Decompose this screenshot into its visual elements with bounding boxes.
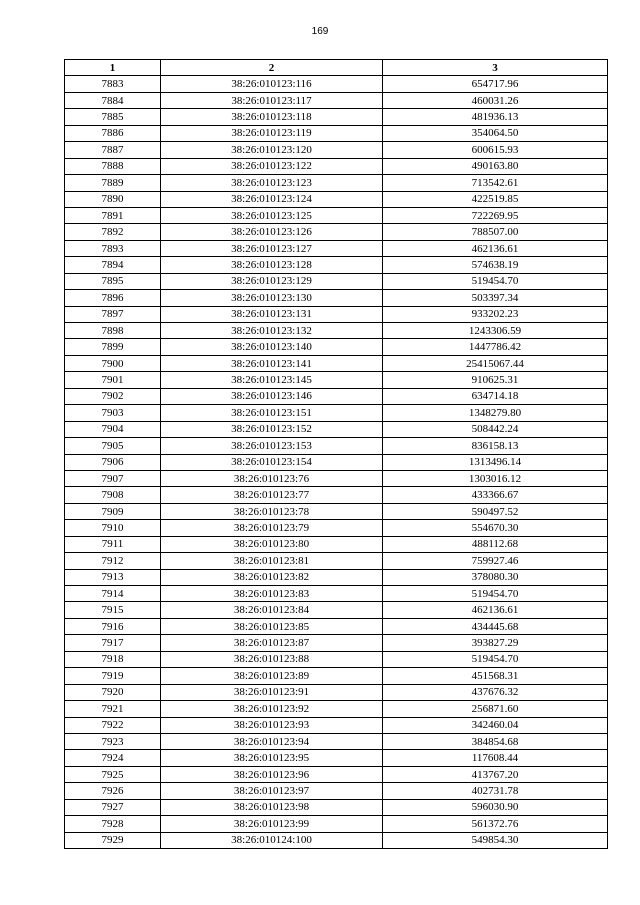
row-number-cell: 7928 xyxy=(65,816,161,832)
table-row xyxy=(65,240,608,256)
cadastral-number-cell: 38:26:010123:122 xyxy=(161,158,383,174)
registry-table xyxy=(64,59,608,849)
value-cell: 490163.80 xyxy=(383,158,608,174)
cadastral-number-cell: 38:26:010123:145 xyxy=(161,372,383,388)
cadastral-number-cell: 38:26:010123:81 xyxy=(161,553,383,569)
cadastral-number-cell: 38:26:010123:93 xyxy=(161,717,383,733)
row-number-cell: 7914 xyxy=(65,586,161,602)
cadastral-number-cell: 38:26:010123:116 xyxy=(161,76,383,92)
row-number-cell: 7908 xyxy=(65,487,161,503)
value-cell: 654717.96 xyxy=(383,76,608,92)
cadastral-number-cell: 38:26:010123:146 xyxy=(161,388,383,404)
row-number-cell: 7884 xyxy=(65,92,161,108)
cadastral-number-cell: 38:26:010123:99 xyxy=(161,816,383,832)
row-number-cell: 7924 xyxy=(65,750,161,766)
cadastral-number-cell: 38:26:010123:77 xyxy=(161,487,383,503)
table-row xyxy=(65,224,608,240)
value-cell: 413767.20 xyxy=(383,766,608,782)
table-row xyxy=(65,684,608,700)
row-number-cell: 7929 xyxy=(65,832,161,848)
table-row xyxy=(65,701,608,717)
row-number-cell: 7904 xyxy=(65,421,161,437)
row-number-cell: 7923 xyxy=(65,733,161,749)
value-cell: 596030.90 xyxy=(383,799,608,815)
cadastral-number-cell: 38:26:010123:141 xyxy=(161,355,383,371)
value-cell: 402731.78 xyxy=(383,783,608,799)
table-row xyxy=(65,142,608,158)
cadastral-number-cell: 38:26:010123:76 xyxy=(161,470,383,486)
value-cell: 519454.70 xyxy=(383,273,608,289)
table-row xyxy=(65,816,608,832)
value-cell: 1243306.59 xyxy=(383,323,608,339)
row-number-cell: 7905 xyxy=(65,438,161,454)
row-number-cell: 7912 xyxy=(65,553,161,569)
value-cell: 836158.13 xyxy=(383,438,608,454)
cadastral-number-cell: 38:26:010123:132 xyxy=(161,323,383,339)
table-row xyxy=(65,553,608,569)
value-cell: 354064.50 xyxy=(383,125,608,141)
cadastral-number-cell: 38:26:010123:88 xyxy=(161,651,383,667)
cadastral-number-cell: 38:26:010123:124 xyxy=(161,191,383,207)
cadastral-number-cell: 38:26:010123:123 xyxy=(161,175,383,191)
value-cell: 503397.34 xyxy=(383,290,608,306)
table-row xyxy=(65,372,608,388)
row-number-cell: 7888 xyxy=(65,158,161,174)
value-cell: 422519.85 xyxy=(383,191,608,207)
row-number-cell: 7890 xyxy=(65,191,161,207)
table-row xyxy=(65,668,608,684)
value-cell: 549854.30 xyxy=(383,832,608,848)
table-row xyxy=(65,520,608,536)
table-row xyxy=(65,273,608,289)
value-cell: 519454.70 xyxy=(383,586,608,602)
table-row xyxy=(65,487,608,503)
row-number-cell: 7909 xyxy=(65,503,161,519)
table-row xyxy=(65,536,608,552)
table-row xyxy=(65,832,608,848)
row-number-cell: 7920 xyxy=(65,684,161,700)
table-row xyxy=(65,586,608,602)
cadastral-number-cell: 38:26:010123:92 xyxy=(161,701,383,717)
row-number-cell: 7903 xyxy=(65,405,161,421)
cadastral-number-cell: 38:26:010123:97 xyxy=(161,783,383,799)
cadastral-number-cell: 38:26:010123:154 xyxy=(161,454,383,470)
cadastral-number-cell: 38:26:010123:130 xyxy=(161,290,383,306)
value-cell: 759927.46 xyxy=(383,553,608,569)
table-row xyxy=(65,158,608,174)
cadastral-number-cell: 38:26:010123:140 xyxy=(161,339,383,355)
cadastral-number-cell: 38:26:010123:95 xyxy=(161,750,383,766)
cadastral-number-cell: 38:26:010123:94 xyxy=(161,733,383,749)
row-number-cell: 7910 xyxy=(65,520,161,536)
table-row xyxy=(65,355,608,371)
cadastral-number-cell: 38:26:010123:153 xyxy=(161,438,383,454)
cadastral-number-cell: 38:26:010123:128 xyxy=(161,257,383,273)
table-row xyxy=(65,388,608,404)
row-number-cell: 7916 xyxy=(65,618,161,634)
row-number-cell: 7899 xyxy=(65,339,161,355)
cadastral-number-cell: 38:26:010123:87 xyxy=(161,635,383,651)
table-row xyxy=(65,602,608,618)
value-cell: 910625.31 xyxy=(383,372,608,388)
cadastral-number-cell: 38:26:010123:126 xyxy=(161,224,383,240)
table-row xyxy=(65,618,608,634)
row-number-cell: 7927 xyxy=(65,799,161,815)
table-row xyxy=(65,766,608,782)
value-cell: 1447786.42 xyxy=(383,339,608,355)
table-row xyxy=(65,750,608,766)
row-number-cell: 7902 xyxy=(65,388,161,404)
table-row xyxy=(65,799,608,815)
table-row xyxy=(65,635,608,651)
page-number: 169 xyxy=(311,26,329,37)
row-number-cell: 7885 xyxy=(65,109,161,125)
table-body xyxy=(65,76,608,849)
cadastral-number-cell: 38:26:010123:98 xyxy=(161,799,383,815)
value-cell: 574638.19 xyxy=(383,257,608,273)
row-number-cell: 7898 xyxy=(65,323,161,339)
table-row xyxy=(65,323,608,339)
table-row xyxy=(65,207,608,223)
table-row xyxy=(65,438,608,454)
value-cell: 433366.67 xyxy=(383,487,608,503)
row-number-cell: 7886 xyxy=(65,125,161,141)
value-cell: 1303016.12 xyxy=(383,470,608,486)
table-row xyxy=(65,783,608,799)
row-number-cell: 7892 xyxy=(65,224,161,240)
table-row xyxy=(65,92,608,108)
table-row xyxy=(65,717,608,733)
value-cell: 1313496.14 xyxy=(383,454,608,470)
cadastral-number-cell: 38:26:010123:119 xyxy=(161,125,383,141)
cadastral-number-cell: 38:26:010123:117 xyxy=(161,92,383,108)
table-row xyxy=(65,175,608,191)
value-cell: 451568.31 xyxy=(383,668,608,684)
value-cell: 788507.00 xyxy=(383,224,608,240)
row-number-cell: 7893 xyxy=(65,240,161,256)
value-cell: 393827.29 xyxy=(383,635,608,651)
value-cell: 634714.18 xyxy=(383,388,608,404)
row-number-cell: 7891 xyxy=(65,207,161,223)
table-row xyxy=(65,569,608,585)
cadastral-number-cell: 38:26:010123:118 xyxy=(161,109,383,125)
header-row xyxy=(65,60,608,76)
row-number-cell: 7918 xyxy=(65,651,161,667)
cadastral-number-cell: 38:26:010123:82 xyxy=(161,569,383,585)
row-number-cell: 7925 xyxy=(65,766,161,782)
cadastral-number-cell: 38:26:010123:125 xyxy=(161,207,383,223)
cadastral-number-cell: 38:26:010123:89 xyxy=(161,668,383,684)
row-number-cell: 7897 xyxy=(65,306,161,322)
table-row xyxy=(65,651,608,667)
table-row xyxy=(65,257,608,273)
cadastral-number-cell: 38:26:010123:84 xyxy=(161,602,383,618)
table-row xyxy=(65,191,608,207)
value-cell: 462136.61 xyxy=(383,602,608,618)
row-number-cell: 7915 xyxy=(65,602,161,618)
table-row xyxy=(65,405,608,421)
value-cell: 384854.68 xyxy=(383,733,608,749)
table-row xyxy=(65,125,608,141)
table-row xyxy=(65,339,608,355)
value-cell: 508442.24 xyxy=(383,421,608,437)
value-cell: 488112.68 xyxy=(383,536,608,552)
cadastral-number-cell: 38:26:010123:80 xyxy=(161,536,383,552)
table-row xyxy=(65,109,608,125)
row-number-cell: 7889 xyxy=(65,175,161,191)
row-number-cell: 7922 xyxy=(65,717,161,733)
cadastral-number-cell: 38:26:010123:152 xyxy=(161,421,383,437)
value-cell: 462136.61 xyxy=(383,240,608,256)
row-number-cell: 7906 xyxy=(65,454,161,470)
table-row xyxy=(65,733,608,749)
cadastral-number-cell: 38:26:010123:79 xyxy=(161,520,383,536)
row-number-cell: 7901 xyxy=(65,372,161,388)
row-number-cell: 7887 xyxy=(65,142,161,158)
value-cell: 434445.68 xyxy=(383,618,608,634)
value-cell: 437676.32 xyxy=(383,684,608,700)
cadastral-number-cell: 38:26:010123:85 xyxy=(161,618,383,634)
column-header-cadastral-number: 2 xyxy=(161,60,383,76)
row-number-cell: 7895 xyxy=(65,273,161,289)
value-cell: 519454.70 xyxy=(383,651,608,667)
cadastral-number-cell: 38:26:010123:131 xyxy=(161,306,383,322)
value-cell: 342460.04 xyxy=(383,717,608,733)
table-header xyxy=(65,60,608,76)
value-cell: 481936.13 xyxy=(383,109,608,125)
value-cell: 256871.60 xyxy=(383,701,608,717)
cadastral-number-cell: 38:26:010123:83 xyxy=(161,586,383,602)
value-cell: 561372.76 xyxy=(383,816,608,832)
cadastral-number-cell: 38:26:010123:151 xyxy=(161,405,383,421)
value-cell: 25415067.44 xyxy=(383,355,608,371)
value-cell: 460031.26 xyxy=(383,92,608,108)
cadastral-number-cell: 38:26:010124:100 xyxy=(161,832,383,848)
row-number-cell: 7911 xyxy=(65,536,161,552)
value-cell: 1348279.80 xyxy=(383,405,608,421)
table-row xyxy=(65,306,608,322)
row-number-cell: 7883 xyxy=(65,76,161,92)
row-number-cell: 7926 xyxy=(65,783,161,799)
cadastral-number-cell: 38:26:010123:96 xyxy=(161,766,383,782)
row-number-cell: 7921 xyxy=(65,701,161,717)
cadastral-number-cell: 38:26:010123:91 xyxy=(161,684,383,700)
cadastral-number-cell: 38:26:010123:129 xyxy=(161,273,383,289)
table-row xyxy=(65,470,608,486)
table-row xyxy=(65,454,608,470)
row-number-cell: 7917 xyxy=(65,635,161,651)
row-number-cell: 7896 xyxy=(65,290,161,306)
value-cell: 590497.52 xyxy=(383,503,608,519)
table-row xyxy=(65,421,608,437)
table-row xyxy=(65,290,608,306)
cadastral-number-cell: 38:26:010123:78 xyxy=(161,503,383,519)
row-number-cell: 7900 xyxy=(65,355,161,371)
value-cell: 378080.30 xyxy=(383,569,608,585)
value-cell: 554670.30 xyxy=(383,520,608,536)
row-number-cell: 7907 xyxy=(65,470,161,486)
cadastral-number-cell: 38:26:010123:127 xyxy=(161,240,383,256)
value-cell: 713542.61 xyxy=(383,175,608,191)
value-cell: 933202.23 xyxy=(383,306,608,322)
row-number-cell: 7913 xyxy=(65,569,161,585)
cadastral-number-cell: 38:26:010123:120 xyxy=(161,142,383,158)
column-header-number: 1 xyxy=(65,60,161,76)
value-cell: 722269.95 xyxy=(383,207,608,223)
row-number-cell: 7894 xyxy=(65,257,161,273)
column-header-value: 3 xyxy=(383,60,608,76)
row-number-cell: 7919 xyxy=(65,668,161,684)
value-cell: 117608.44 xyxy=(383,750,608,766)
table-row xyxy=(65,76,608,92)
value-cell: 600615.93 xyxy=(383,142,608,158)
table-row xyxy=(65,503,608,519)
